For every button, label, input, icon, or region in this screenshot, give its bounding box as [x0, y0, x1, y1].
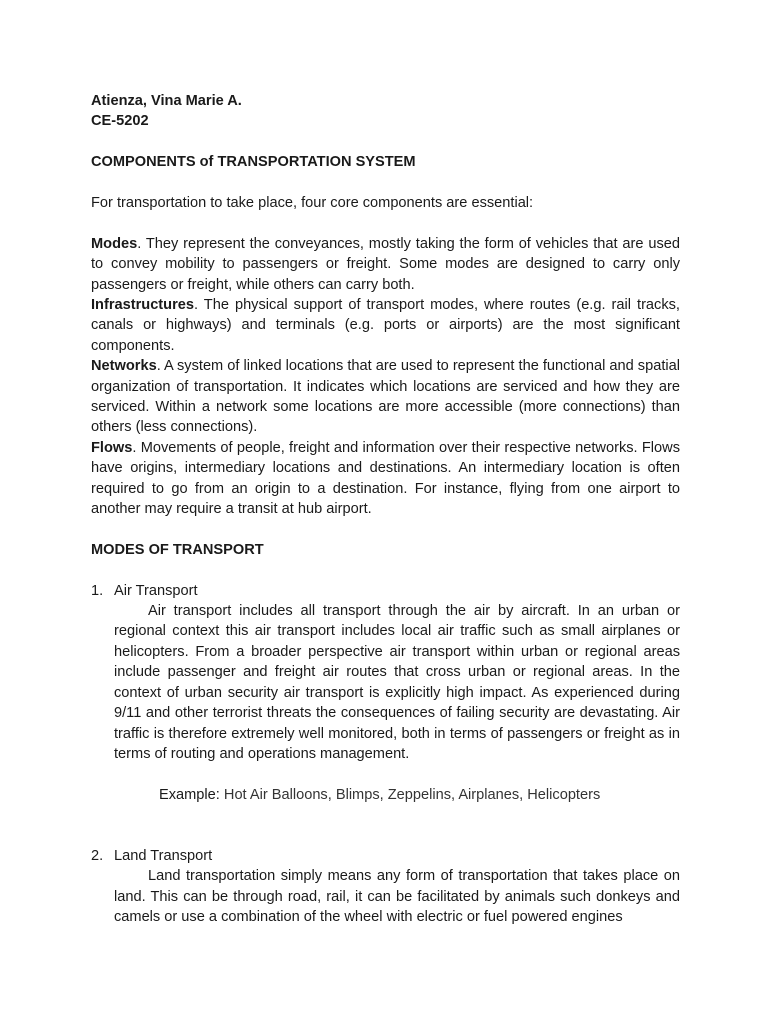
example-label: Example:	[159, 786, 220, 803]
component-term: Infrastructures	[91, 297, 194, 314]
component-flows	[91, 438, 680, 520]
spacer	[91, 826, 680, 846]
component-text: . A system of linked locations that are used to represent the functional and spatial organization of transportation. It indicates which locations are serviced and how they are serviced. Within a network some locations are more accessible (more connections) than others (less connections).	[91, 358, 680, 436]
mode-body: Air transport includes all transport through the air by aircraft. In an urban or regional context this air transport includes local air traffic such as small airplanes or helicopters. From a broader perspective air transport within urban or regional areas include passenger and freight air routes that cross urban or regional areas. In the context of urban security air transport is explicitly high impact. As experienced during 9/11 and other terrorist threats the consequences of failing security are devastating. Air traffic is therefore extremely well monitored, both in terms of passengers or freight as in terms of routing and operations management.	[114, 603, 680, 762]
component-text: . They represent the conveyances, mostly taking the form of vehicles that are used to convey mobility to passengers or freight. Some modes are designed to carry only passengers or freight, while others can carry both.	[91, 235, 680, 293]
spacer	[91, 173, 680, 193]
mode-land-transport	[91, 846, 680, 928]
spacer	[91, 560, 680, 580]
component-modes	[91, 234, 680, 295]
author-name: Atienza, Vina Marie A.	[91, 93, 242, 109]
mode-example	[114, 785, 680, 805]
mode-body: Land transportation simply means any form of transportation that takes place on land. This can be through road, rail, it can be facilitated by animals such donkeys and camels or use a combination of the wheel with electric or fuel powered engines	[114, 868, 680, 926]
spacer	[91, 805, 680, 825]
component-term: Flows	[91, 439, 133, 456]
component-infrastructures	[91, 295, 680, 356]
spacer	[91, 132, 680, 152]
spacer	[114, 764, 680, 784]
component-term: Modes	[91, 235, 138, 252]
component-networks	[91, 356, 680, 438]
course-section: CE-5202	[91, 113, 149, 130]
component-text: . Movements of people, freight and information over their respective networks. Flows have origins, intermediary locations and destinations. An intermediary location is often required to go from an origin to a destination. For instance, flying from one airport to another may require a transit at hub airport.	[91, 439, 680, 518]
list-number: 1.	[91, 582, 104, 599]
spacer	[91, 519, 680, 539]
document-title: COMPONENTS of TRANSPORTATION SYSTEM	[91, 154, 416, 171]
mode-air-transport	[91, 581, 680, 805]
modes-heading: MODES OF TRANSPORT	[91, 541, 264, 558]
mode-title: Air Transport	[114, 582, 198, 599]
spacer	[91, 213, 680, 233]
list-number: 2.	[91, 847, 104, 864]
component-term: Networks	[91, 358, 157, 375]
component-text: . The physical support of transport modes, where routes (e.g. rail tracks, canals or highways) and terminals (e.g. ports or airports) are the most significant components.	[91, 297, 680, 354]
example-text: Hot Air Balloons, Blimps, Zeppelins, Airplanes, Helicopters	[219, 786, 601, 803]
intro-paragraph: For transportation to take place, four core components are essential:	[91, 195, 534, 211]
mode-title: Land Transport	[114, 847, 213, 864]
